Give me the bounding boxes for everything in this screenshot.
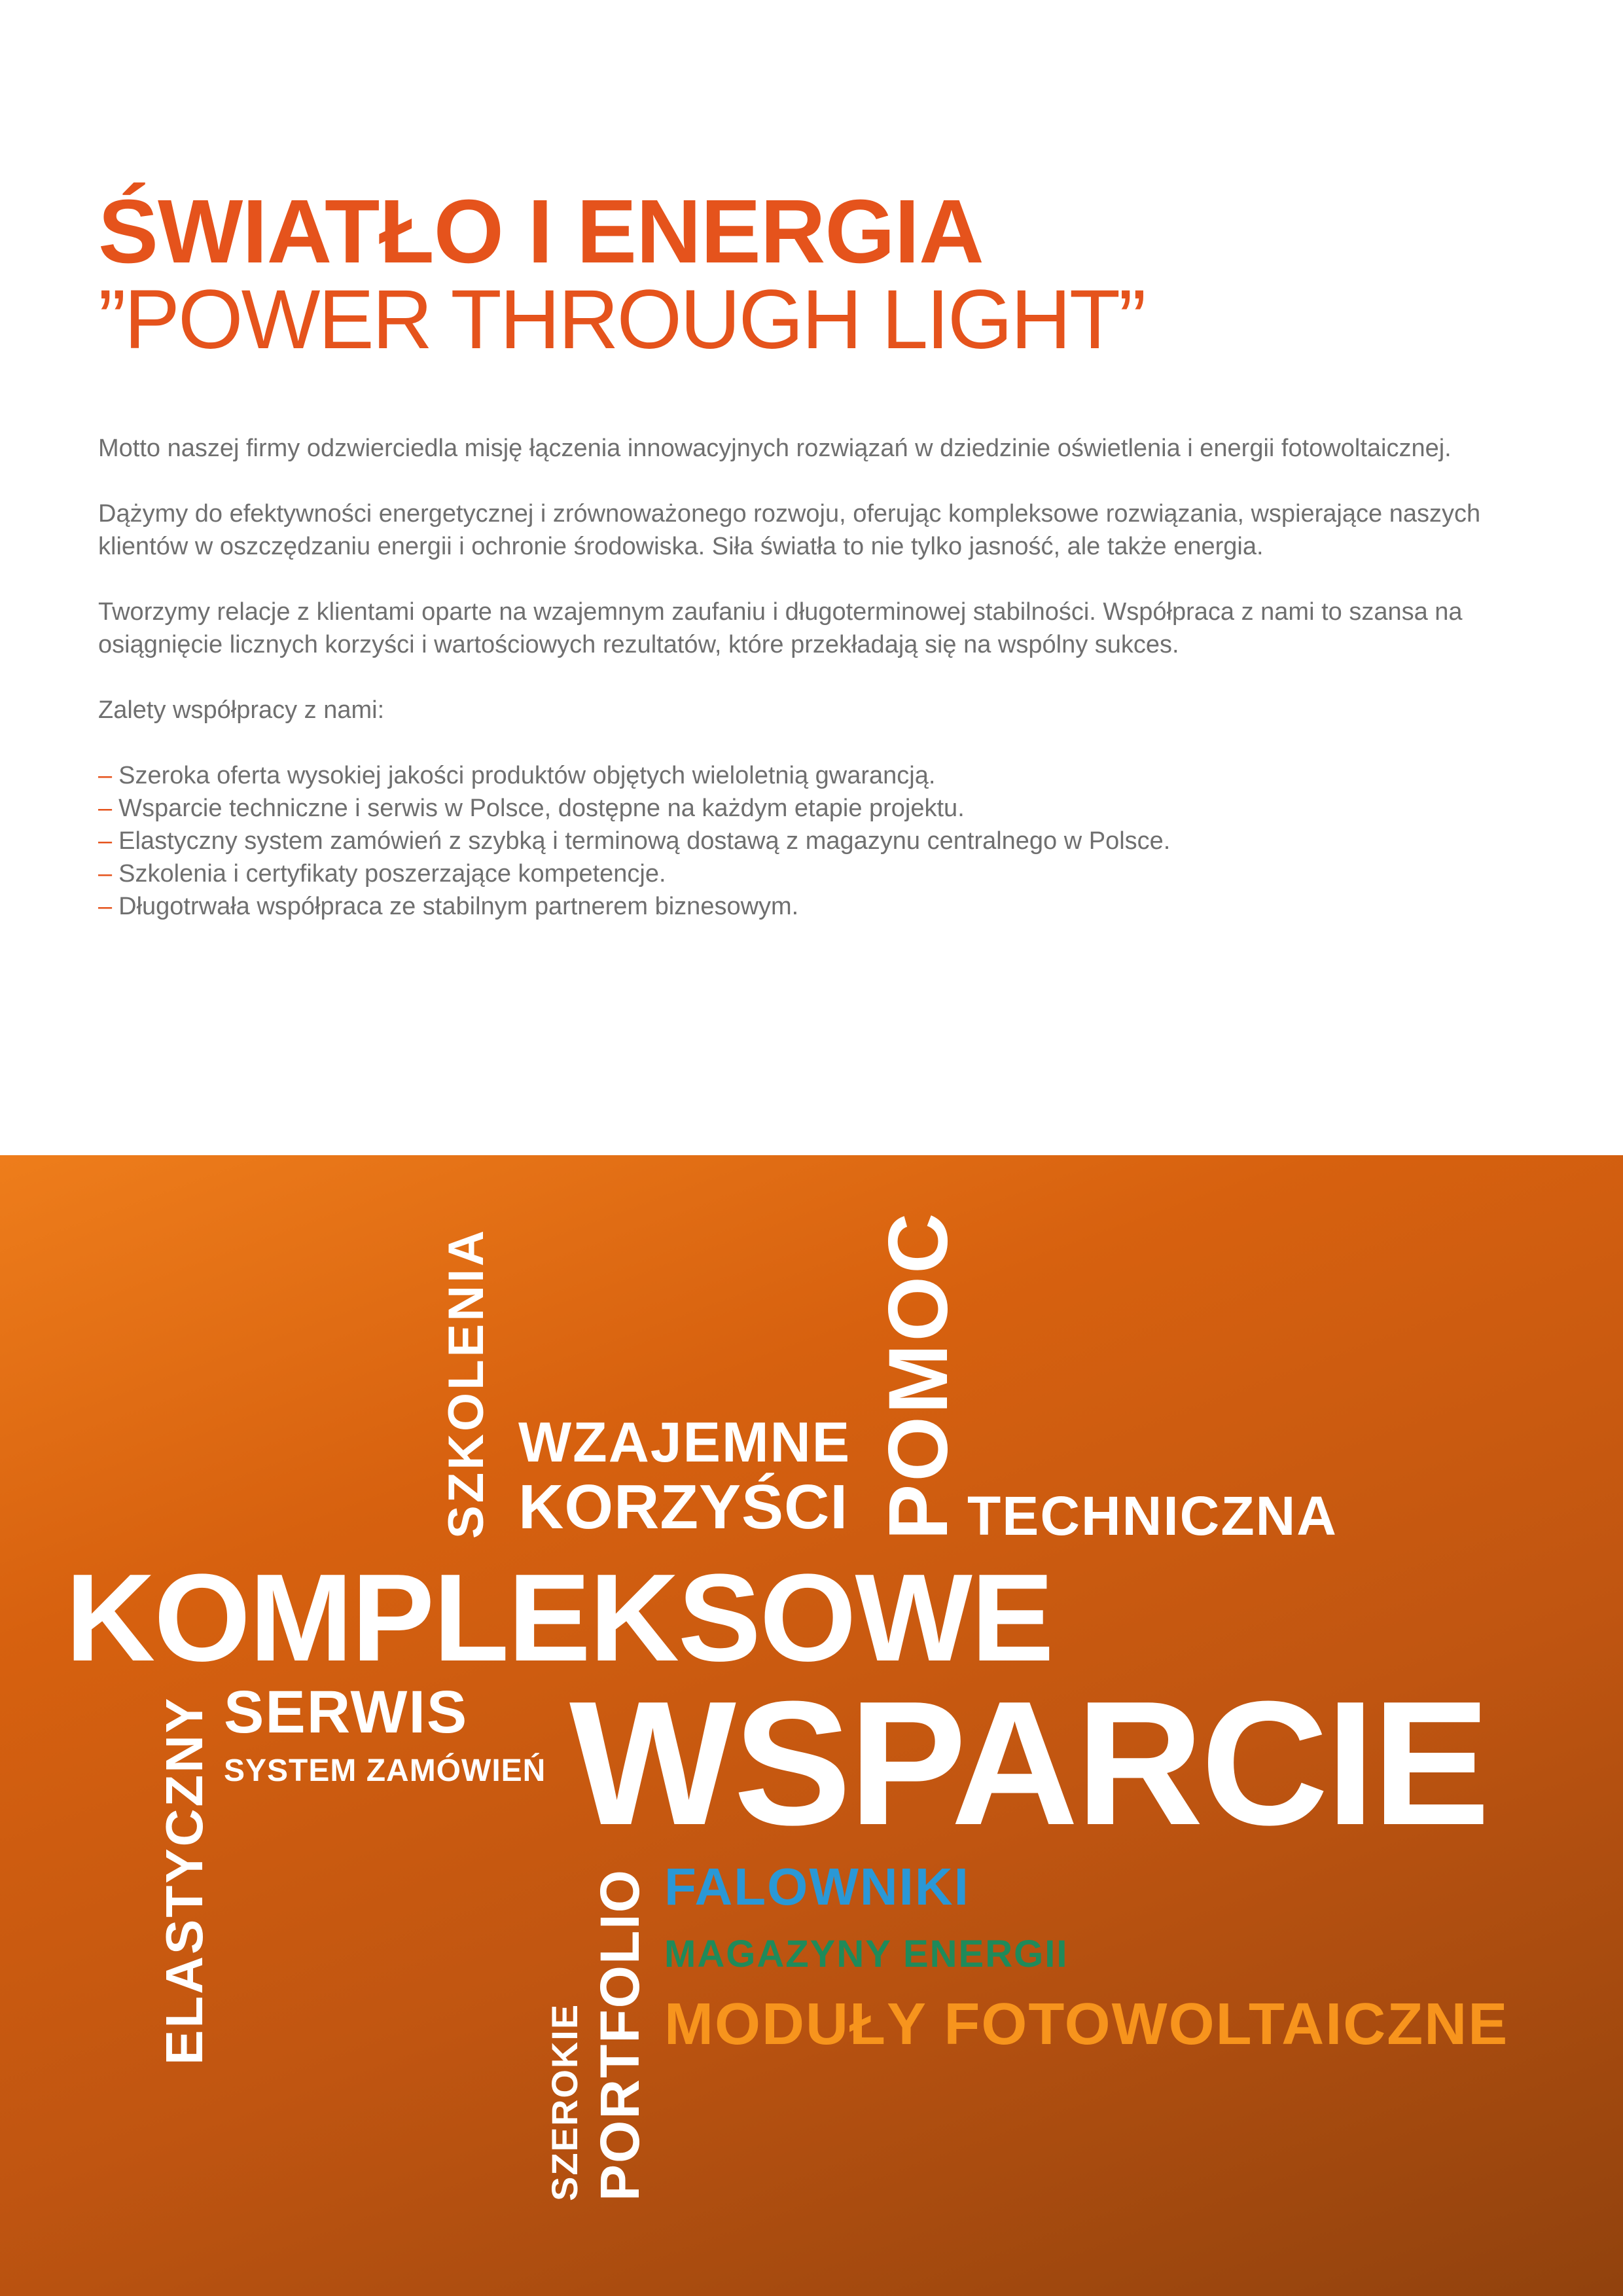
page-subtitle: ”POWER THROUGH LIGHT” [98, 273, 1145, 367]
word-szkolenia: SZKOLENIA [438, 1227, 494, 1539]
word-wsparcie: WSPARCIE [569, 1665, 1488, 1862]
word-techniczna: TECHNICZNA [967, 1485, 1338, 1547]
list-item [98, 792, 1538, 825]
word-falowniki: FALOWNIKI [664, 1857, 970, 1916]
word-korzysci: KORZYŚCI [518, 1472, 849, 1542]
list-item [98, 825, 1538, 857]
benefit-text: Długotrwała współpraca ze stabilnym partnerem biznesowym. [118, 893, 799, 920]
bullet-dash: – [98, 827, 113, 855]
benefit-text: Wsparcie techniczne i serwis w Polsce, dostępne na każdym etapie projektu. [118, 795, 965, 822]
word-wzajemne: WZAJEMNE [518, 1411, 851, 1474]
word-szerokie: SZEROKIE [544, 2003, 585, 2201]
word-serwis: SERWIS [224, 1679, 469, 1746]
bullet-dash: – [98, 893, 113, 920]
word-kompleksowe: KOMPLEKSOWE [65, 1549, 1053, 1687]
benefit-text: Szkolenia i certyfikaty poszerzające kompetencje. [118, 860, 666, 888]
word-moduly-fotowoltaiczne: MODUŁY FOTOWOLTAICZNE [664, 1992, 1509, 2057]
benefit-text: Elastyczny system zamówień z szybką i terminową dostawą z magazynu centralnego w Polsce. [118, 827, 1171, 855]
list-item [98, 857, 1538, 890]
word-pomoc: POMOC [872, 1210, 965, 1540]
benefits-heading: Zalety współpracy z nami: [98, 696, 385, 724]
word-cloud-panel [0, 1155, 1623, 2296]
list-item [98, 890, 1538, 923]
word-portfolio: PORTFOLIO [589, 1869, 651, 2201]
word-system-zamowien: SYSTEM ZAMÓWIEŃ [224, 1753, 546, 1788]
body-text [98, 432, 1538, 923]
bullet-dash: – [98, 795, 113, 822]
benefits-list [98, 759, 1538, 923]
word-magazyny-energii: MAGAZYNY ENERGII [664, 1933, 1069, 1975]
page-title: ŚWIATŁO I ENERGIA [98, 181, 984, 282]
paragraph-motto: Motto naszej firmy odzwierciedla misję łączenia innowacyjnych rozwiązań w dziedzinie oświetlenia i energii fotowoltaicznej. [98, 435, 1452, 462]
bullet-dash: – [98, 762, 113, 789]
list-item [98, 759, 1538, 792]
word-elastyczny: ELASTYCZNY [155, 1696, 213, 2065]
bullet-dash: – [98, 860, 113, 888]
benefit-text: Szeroka oferta wysokiej jakości produktów objętych wieloletnią gwarancją. [118, 762, 936, 789]
paragraph-efficiency: Dążymy do efektywności energetycznej i zrównoważonego rozwoju, oferując kompleksowe rozwiązania, wspierające naszych klientów w oszczędzaniu energii i ochronie środowiska. Siła światła to nie tylko jasność, ale także energia. [98, 500, 1481, 560]
paragraph-relations: Tworzymy relacje z klientami oparte na wzajemnym zaufaniu i długoterminowej stabilności. Współpraca z nami to szansa na osiągnięcie licznych korzyści i wartościowych rezultatów, które przekładają się na wspólny sukces. [98, 598, 1463, 658]
